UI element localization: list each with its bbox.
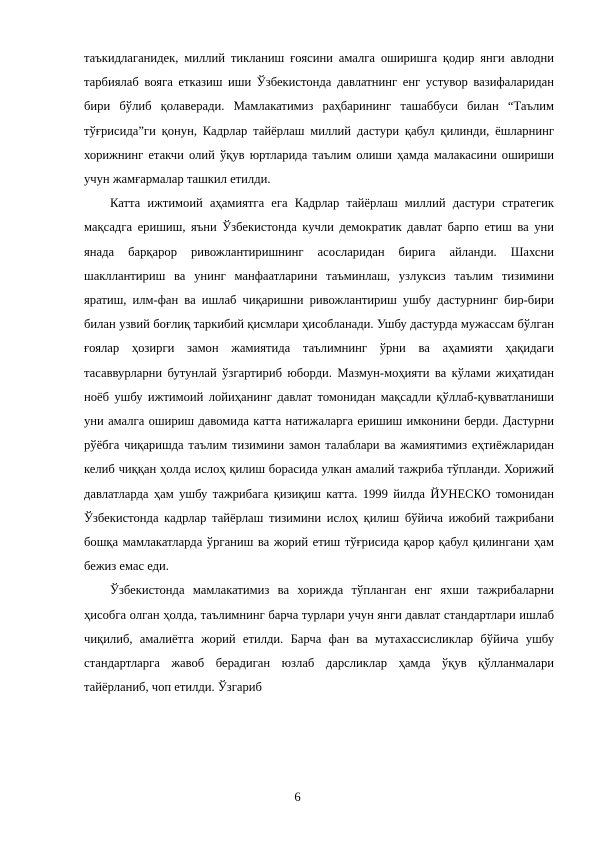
document-body — [84, 46, 554, 699]
paragraph-2: Катта ижтимоий аҳамиятга ега Кадрлар тайёрлаш миллий дастури стратегик мақсадга еришиш, яъни Ўзбекистонда кучли демократик давлат барпо етиш ва уни янада барқарор ривожлантиришнинг асосларидан бирига айланди. Шахсни шакллантириш ва унинг манфаатларини таъминлаш, узлуксиз таълим тизимини яратиш, илм-фан ва ишлаб чиқаришни ривожлантириш ушбу дастурнинг бир-бири билан узвий боғлиқ таркибий қисмлари ҳисобланади. Ушбу дастурда мужассам бўлган ғоялар ҳозирги замон жамиятида таълимнинг ўрни ва аҳамияти ҳақидаги тасаввурларни бутунлай ўзгартириб юборди. Мазмун-моҳияти ва кўлами жиҳатидан ноёб ушбу ижтимоий лойиҳанинг давлат томонидан мақсадли қўллаб-қувватланиши уни амалга ошириш давомида катта натижаларга еришиш имконини берди. Дастурни рўёбга чиқаришда таълим тизимини замон талаблари ва жамиятимиз еҳтиёжларидан келиб чиққан ҳолда ислоҳ қилиш борасида улкан амалий тажриба тўпланди. Хорижий давлатларда ҳам ушбу тажрибага қизиқиш катта. 1999 йилда ЙУНЕСКО томонидан Ўзбекистонда кадрлар тайёрлаш тизимини ислоҳ қилиш бўйича ижобий тажрибани бошқа мамлакатларда ўрганиш ва жорий етиш тўғрисида қарор қабул қилингани ҳам бежиз емас еди. — [84, 196, 554, 574]
paragraph-3: Ўзбекистонда мамлакатимиз ва хорижда тўпланган енг яхши тажрибаларни ҳисобга олган ҳолда, таълимнинг барча турлари учун янги давлат стандартлари ишлаб чиқилиб, амалиётга жорий етилди. Барча фан ва мутахассисликлар бўйича ушбу стандартларга жавоб берадиган юзлаб дарсликлар ҳамда ўқув қўлланмалари тайёрланиб, чоп етилди. Ўзгариб — [84, 583, 554, 695]
paragraph-1: таъкидлаганидек, миллий тикланиш ғоясини амалга оширишга қодир янги авлодни тарбиялаб вояга етказиш иши Ўзбекистонда давлатнинг енг устувор вазифаларидан бири бўлиб қолаверади. Мамлакатимиз раҳбарининг ташаббуси билан “Таълим тўғрисида”ги қонун, Кадрлар тайёрлаш миллий дастури қабул қилинди, ёшларнинг хорижнинг етакчи олий ўқув юртларида таълим олиши ҳамда малакасини ошириши учун жамғармалар ташкил етилди. — [84, 51, 554, 187]
page-number: 6 — [294, 790, 301, 804]
